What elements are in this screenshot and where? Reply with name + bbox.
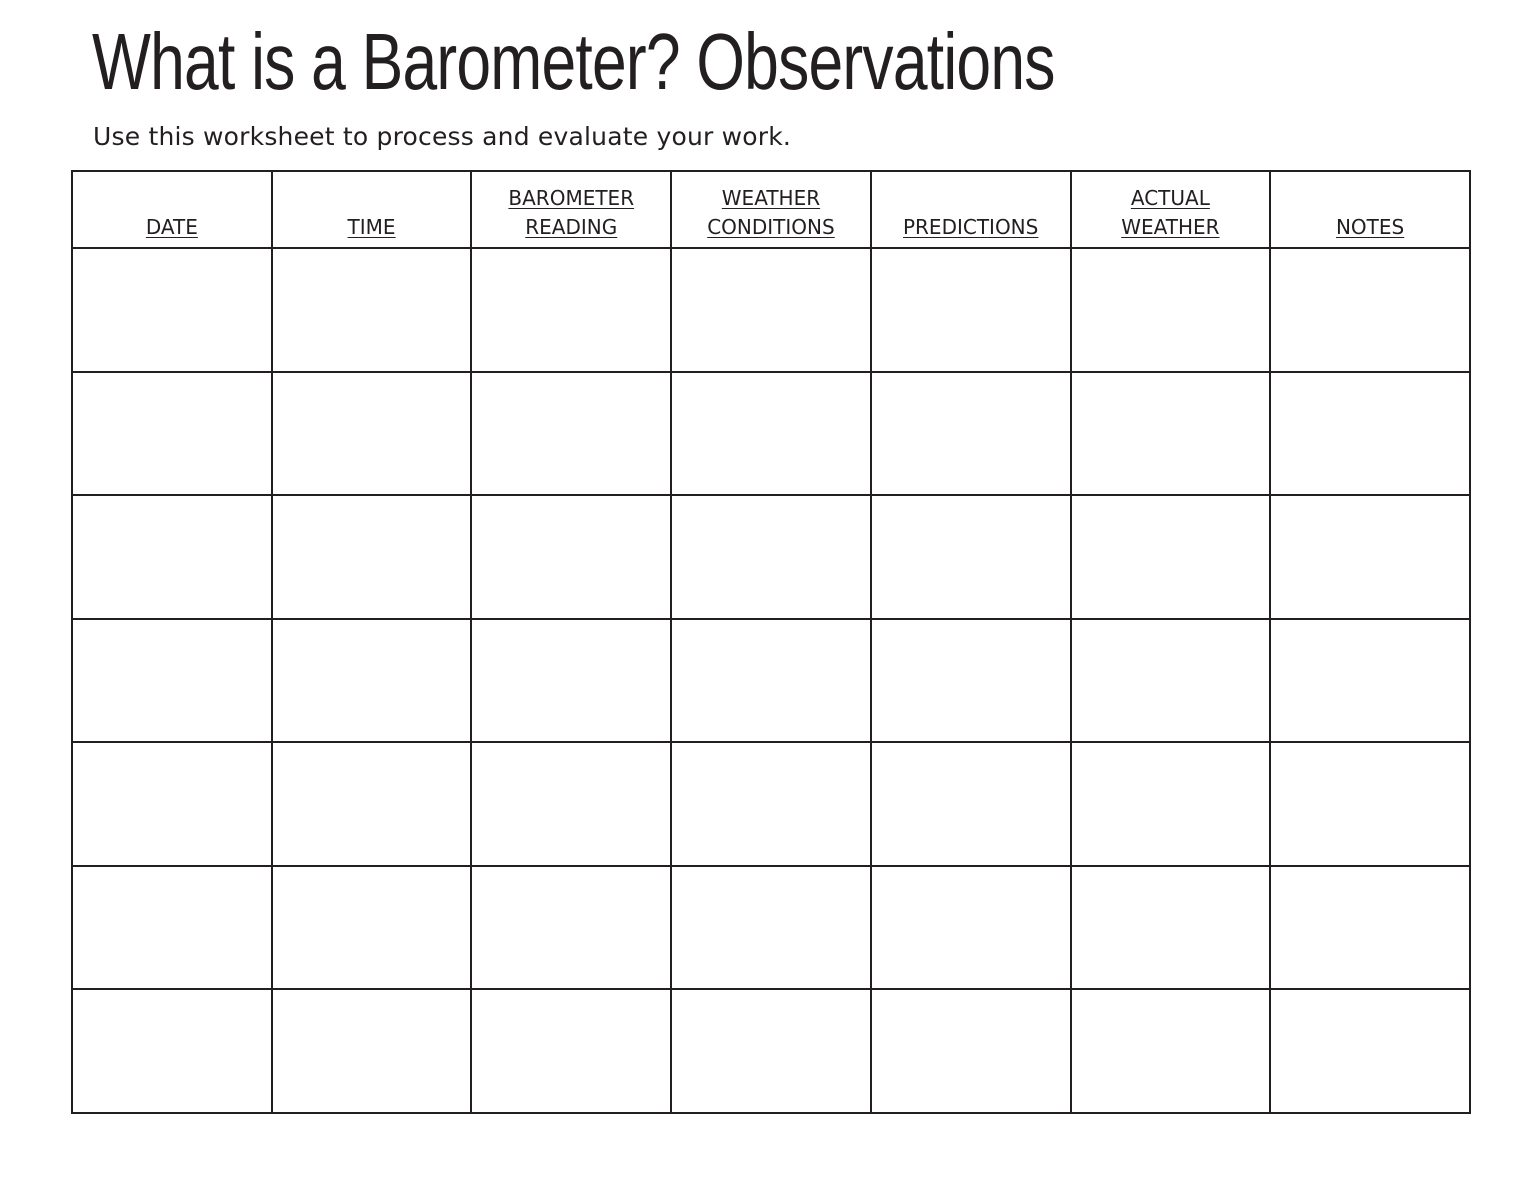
predictions-cell[interactable] — [871, 619, 1071, 743]
column-header-notes: NOTES — [1270, 171, 1470, 248]
page-subtitle: Use this worksheet to process and evaluate your work. — [93, 122, 792, 151]
table-header-row — [72, 171, 1470, 248]
actual-weather-cell[interactable] — [1071, 989, 1271, 1113]
table-row — [72, 866, 1470, 990]
predictions-cell[interactable] — [871, 372, 1071, 496]
time-cell[interactable] — [272, 989, 472, 1113]
column-header-weather-conditions: WEATHER CONDITIONS — [671, 171, 871, 248]
actual-weather-cell[interactable] — [1071, 372, 1271, 496]
column-header-time: TIME — [272, 171, 472, 248]
time-cell[interactable] — [272, 495, 472, 619]
predictions-cell[interactable] — [871, 742, 1071, 866]
time-cell[interactable] — [272, 866, 472, 990]
actual-weather-cell[interactable] — [1071, 495, 1271, 619]
time-cell[interactable] — [272, 248, 472, 372]
weather-conditions-cell[interactable] — [671, 248, 871, 372]
notes-cell[interactable] — [1270, 742, 1470, 866]
notes-cell[interactable] — [1270, 495, 1470, 619]
barometer-reading-cell[interactable] — [471, 619, 671, 743]
actual-weather-cell[interactable] — [1071, 619, 1271, 743]
date-cell[interactable] — [72, 989, 272, 1113]
table-row — [72, 742, 1470, 866]
date-cell[interactable] — [72, 495, 272, 619]
predictions-cell[interactable] — [871, 989, 1071, 1113]
time-cell[interactable] — [272, 742, 472, 866]
weather-conditions-cell[interactable] — [671, 742, 871, 866]
barometer-reading-cell[interactable] — [471, 495, 671, 619]
barometer-reading-cell[interactable] — [471, 372, 671, 496]
weather-conditions-cell[interactable] — [671, 619, 871, 743]
observations-table — [71, 170, 1471, 1114]
column-header-actual-weather: ACTUAL WEATHER — [1071, 171, 1271, 248]
notes-cell[interactable] — [1270, 619, 1470, 743]
predictions-cell[interactable] — [871, 495, 1071, 619]
time-cell[interactable] — [272, 619, 472, 743]
date-cell[interactable] — [72, 619, 272, 743]
barometer-reading-cell[interactable] — [471, 989, 671, 1113]
notes-cell[interactable] — [1270, 866, 1470, 990]
date-cell[interactable] — [72, 372, 272, 496]
actual-weather-cell[interactable] — [1071, 742, 1271, 866]
table-row — [72, 619, 1470, 743]
column-header-predictions: PREDICTIONS — [871, 171, 1071, 248]
barometer-reading-cell[interactable] — [471, 742, 671, 866]
actual-weather-cell[interactable] — [1071, 866, 1271, 990]
table-body — [72, 248, 1470, 1113]
table-row — [72, 989, 1470, 1113]
table-row — [72, 248, 1470, 372]
notes-cell[interactable] — [1270, 372, 1470, 496]
weather-conditions-cell[interactable] — [671, 866, 871, 990]
actual-weather-cell[interactable] — [1071, 248, 1271, 372]
date-cell[interactable] — [72, 248, 272, 372]
page-title: What is a Barometer? Observations — [92, 17, 1055, 106]
column-header-barometer-reading: BAROMETER READING — [471, 171, 671, 248]
table-row — [72, 495, 1470, 619]
table-row — [72, 372, 1470, 496]
notes-cell[interactable] — [1270, 248, 1470, 372]
predictions-cell[interactable] — [871, 248, 1071, 372]
column-header-date: DATE — [72, 171, 272, 248]
barometer-reading-cell[interactable] — [471, 248, 671, 372]
weather-conditions-cell[interactable] — [671, 989, 871, 1113]
weather-conditions-cell[interactable] — [671, 372, 871, 496]
date-cell[interactable] — [72, 742, 272, 866]
barometer-reading-cell[interactable] — [471, 866, 671, 990]
notes-cell[interactable] — [1270, 989, 1470, 1113]
weather-conditions-cell[interactable] — [671, 495, 871, 619]
time-cell[interactable] — [272, 372, 472, 496]
predictions-cell[interactable] — [871, 866, 1071, 990]
date-cell[interactable] — [72, 866, 272, 990]
